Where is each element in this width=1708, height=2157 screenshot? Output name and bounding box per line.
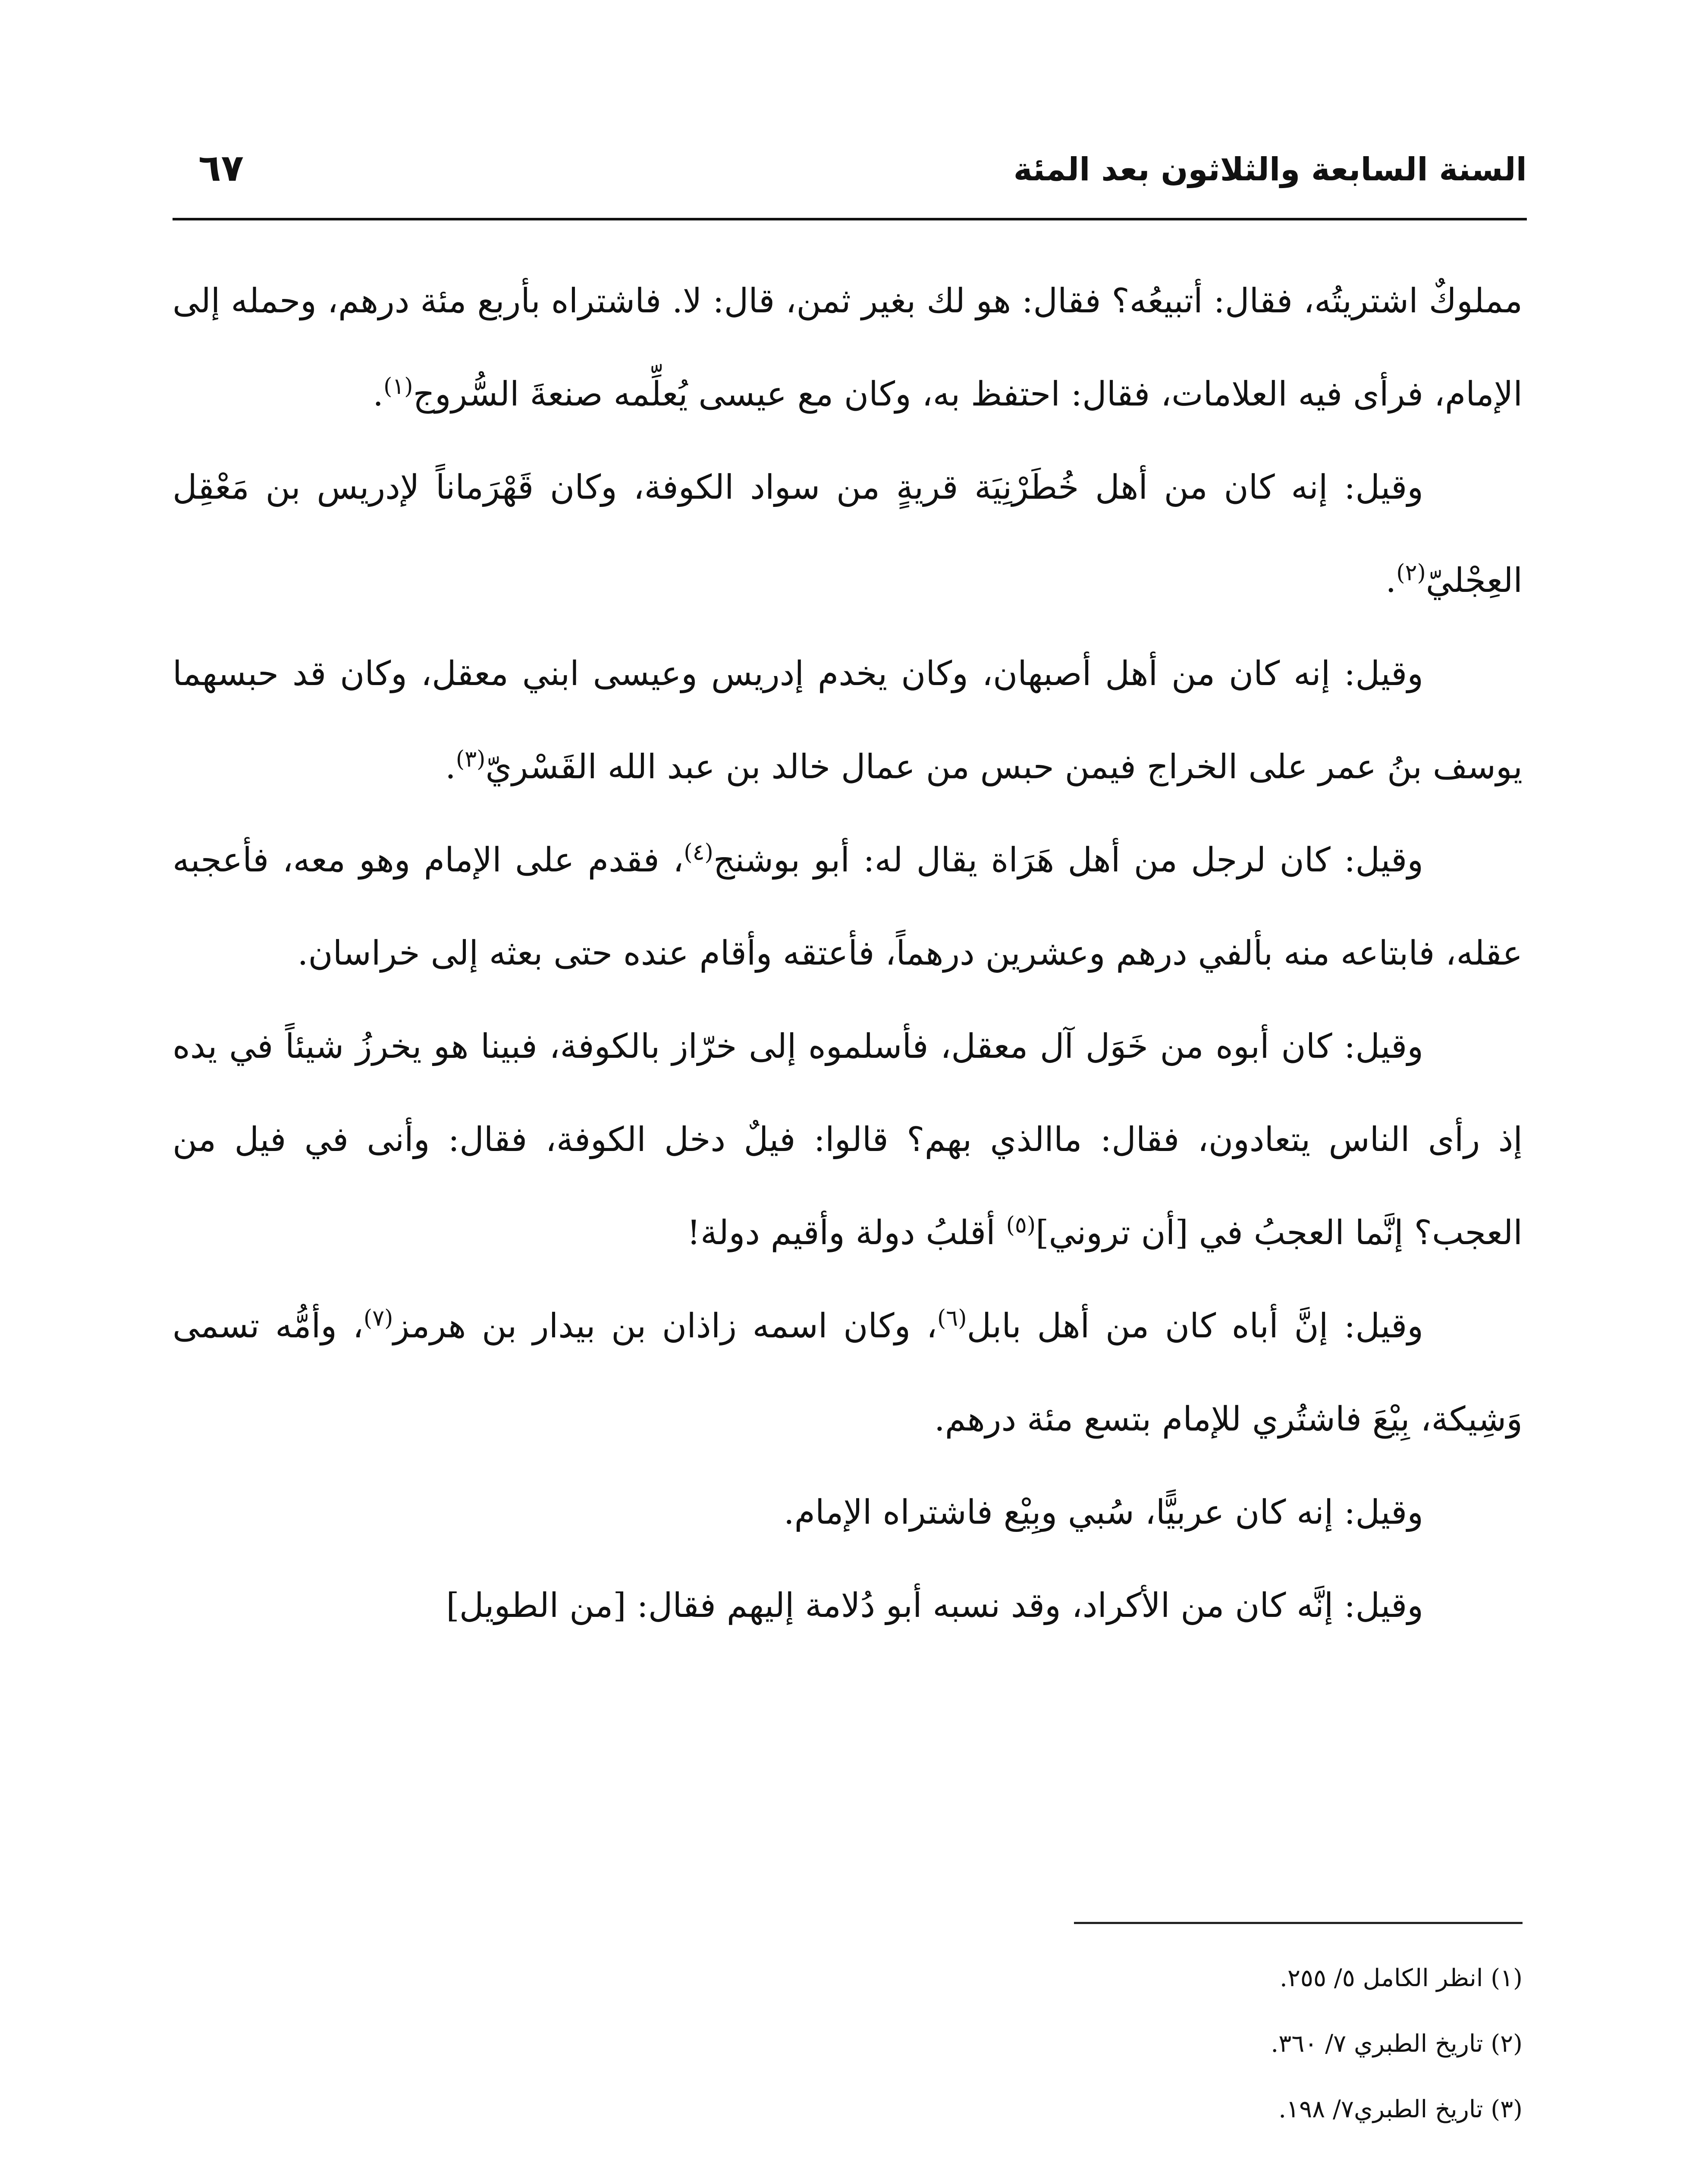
- running-title: السنة السابعة والثلاثون بعد المئة: [1013, 151, 1527, 188]
- paragraph-text: وقيل: كان أبوه من خَوَل آل معقل، فأسلموه إلى خرّاز بالكوفة، فبينا هو يخرزُ شيئاً في يده إذ رأى الناس يتعادون، فقال: ماالذي بهم؟ قالوا: فيلٌ دخل الكوفة، فقال: وأنى في فيل من العجب؟ إنَّما العجبُ في [أن تروني]: [173, 1027, 1523, 1252]
- footnote-reference: (١): [383, 374, 413, 399]
- paragraph-1: [173, 255, 1523, 441]
- paragraph-text: وقيل: إنَّ أباه كان من أهل بابل: [967, 1307, 1423, 1346]
- paragraph-text: .: [1385, 561, 1397, 600]
- footnote-reference: (٤): [684, 840, 713, 865]
- paragraph-text: أقلبُ دولة وأقيم دولة!: [687, 1214, 1006, 1252]
- paragraph-2: [173, 441, 1523, 627]
- paragraph-text: وقيل: كان لرجل من أهل هَرَاة يقال له: أبو بوشنج: [713, 841, 1423, 880]
- footnote-2: (٢) تاريخ الطبري ٧/ ٣٦٠.: [1271, 2030, 1523, 2058]
- page-number: ٦٧: [198, 147, 244, 190]
- main-text: [173, 255, 1523, 1652]
- footnote-reference: (٧): [363, 1305, 393, 1331]
- paragraph-text: ، وأمُّه تسمى وَشِيكة، بِيْعَ فاشتُري للإمام بتسع مئة درهم.: [173, 1307, 1523, 1439]
- paragraph-4: [173, 814, 1523, 1000]
- paragraph-7: [173, 1466, 1523, 1559]
- header-divider: [173, 218, 1527, 220]
- footnote-3: (٣) تاريخ الطبري٧/ ١٩٨.: [1278, 2095, 1523, 2123]
- footnote-divider: [1074, 1922, 1523, 1924]
- footnote-1: (١) انظر الكامل ٥/ ٢٥٥.: [1280, 1964, 1523, 1992]
- paragraph-text: .: [445, 748, 456, 786]
- page-header: [173, 138, 1527, 203]
- paragraph-3: [173, 627, 1523, 814]
- paragraph-text: ، فقدم على الإمام وهو معه، فأعجبه عقله، فابتاعه منه بألفي درهم وعشرين درهماً، فأعتقه وأقام عنده حتى بعثه إلى خراسان.: [173, 841, 1523, 973]
- paragraph-text: وقيل: إنه كان من أهل أصبهان، وكان يخدم إدريس وعيسى ابني معقل، وكان قد حبسهما يوسف بنُ عمر على الخراج فيمن حبس من عمال خالد بن عبد الله القَسْريّ: [173, 654, 1523, 786]
- paragraph-text: وقيل: إنه كان من أهل خُطَرْنِيَة قريةٍ من سواد الكوفة، وكان قَهْرَماناً لإدريس بن مَعْقِل العِجْليّ: [173, 468, 1523, 600]
- paragraph-text: وقيل: إنه كان عربيًّا، سُبي وبِيْع فاشتراه الإمام.: [783, 1493, 1423, 1532]
- footnote-reference: (٦): [937, 1305, 967, 1331]
- footnote-4: [173, 2142, 1523, 2157]
- paragraph-6: [173, 1280, 1523, 1466]
- footnote-reference: (٣): [455, 746, 486, 772]
- footnotes: [173, 1946, 1523, 2157]
- paragraph-5: [173, 1000, 1523, 1280]
- paragraph-text: ، وكان اسمه زاذان بن بيدار بن هرمز: [393, 1307, 937, 1346]
- paragraph-text: .: [373, 375, 384, 414]
- paragraph-text: مملوكٌ اشتريتُه، فقال: أتبيعُه؟ فقال: هو لك بغير ثمن، قال: لا. فاشتراه بأربع مئة درهم، وحمله إلى الإمام، فرأى فيه العلامات، فقال: احتفظ به، وكان مع عيسى يُعلِّمه صنعةَ السُّروج: [173, 282, 1523, 414]
- footnote-reference: (٥): [1006, 1212, 1036, 1238]
- footnote-reference: (٢): [1396, 560, 1426, 586]
- paragraph-text: وقيل: إنَّه كان من الأكراد، وقد نسبه أبو دُلامة إليهم فقال: [من الطويل]: [446, 1586, 1423, 1625]
- paragraph-8: [173, 1559, 1523, 1652]
